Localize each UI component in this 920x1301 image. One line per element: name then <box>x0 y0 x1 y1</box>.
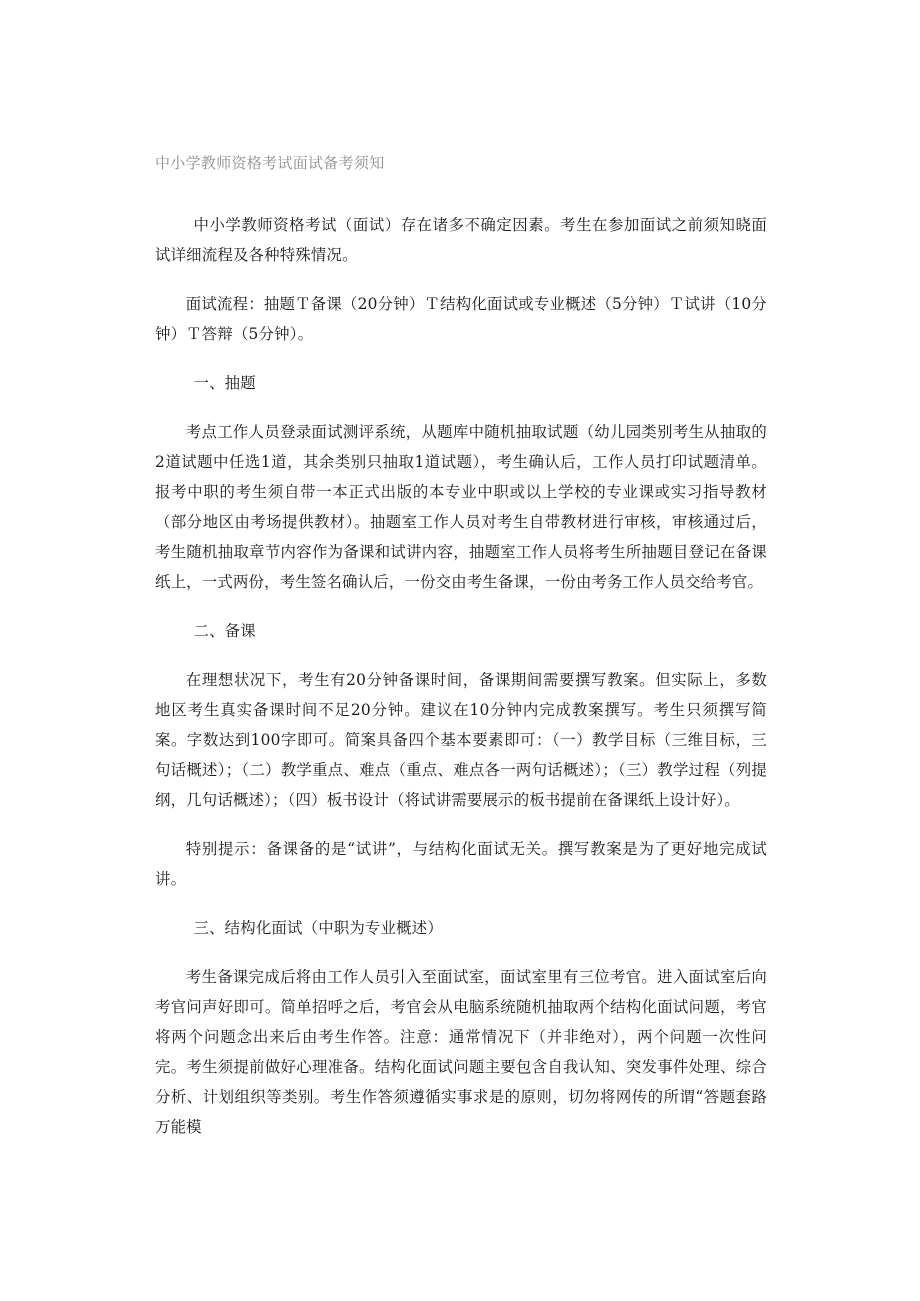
process-paragraph: 面试流程：抽题Ｔ备课（20分钟）Ｔ结构化面试或专业概述（5分钟）Ｔ试讲（10分钟）Ｔ答辩（5分钟）。 <box>155 295 767 343</box>
document-title: 中小学教师资格考试面试备考须知 <box>155 154 385 172</box>
intro-paragraph: 中小学教师资格考试（面试）存在诸多不确定因素。考生在参加面试之前须知晓面试详细流程及各种特殊情况。 <box>155 216 767 264</box>
section2-heading: 二、备课 <box>193 622 256 640</box>
section3-heading: 三、结构化面试（中职为专业概述） <box>193 919 443 937</box>
section2-tip-paragraph: 特别提示：备课备的是“试讲”，与结构化面试无关。撰写教案是为了更好地完成试讲。 <box>155 840 767 888</box>
section1-heading: 一、抽题 <box>193 374 256 392</box>
section2-paragraph: 在理想状况下，考生有20分钟备课时间，备课期间需要撰写教案。但实际上，多数地区考生真实备课时间不足20分钟。建议在10分钟内完成教案撰写。考生只须撰写简案。字数达到100字即可。简案具备四个基本要素即可：（一）教学目标（三维目标，三句话概述）；（二）教学重点、难点（重点、难点各一两句话概述）；（三）教学过程（列提纲，几句话概述）；（四）板书设计（将试讲需要展示的板书提前在备课纸上设计好）。 <box>155 671 767 809</box>
section3-paragraph: 考生备课完成后将由工作人员引入至面试室，面试室里有三位考官。进入面试室后向考官问声好即可。简单招呼之后，考官会从电脑系统随机抽取两个结构化面试问题，考官将两个问题念出来后由考生作答。注意：通常情况下（并非绝对），两个问题一次性问完。考生须提前做好心理准备。结构化面试问题主要包含自我认知、突发事件处理、综合分析、计划组织等类别。考生作答须遵循实事求是的原则，切勿将网传的所谓“答题套路万能模 <box>155 968 767 1136</box>
document-body <box>155 210 767 1161</box>
section1-paragraph: 考点工作人员登录面试测评系统，从题库中随机抽取试题（幼儿园类别考生从抽取的2道试题中任选1道，其余类别只抽取1道试题），考生确认后，工作人员打印试题清单。报考中职的考生须自带一本正式出版的本专业中职或以上学校的专业课或实习指导教材（部分地区由考场提供教材）。抽题室工作人员对考生自带教材进行审核，审核通过后，考生随机抽取章节内容作为备课和试讲内容，抽题室工作人员将考生所抽题目登记在备课纸上，一式两份，考生签名确认后，一份交由考生备课，一份由考务工作人员交给考官。 <box>155 423 767 591</box>
